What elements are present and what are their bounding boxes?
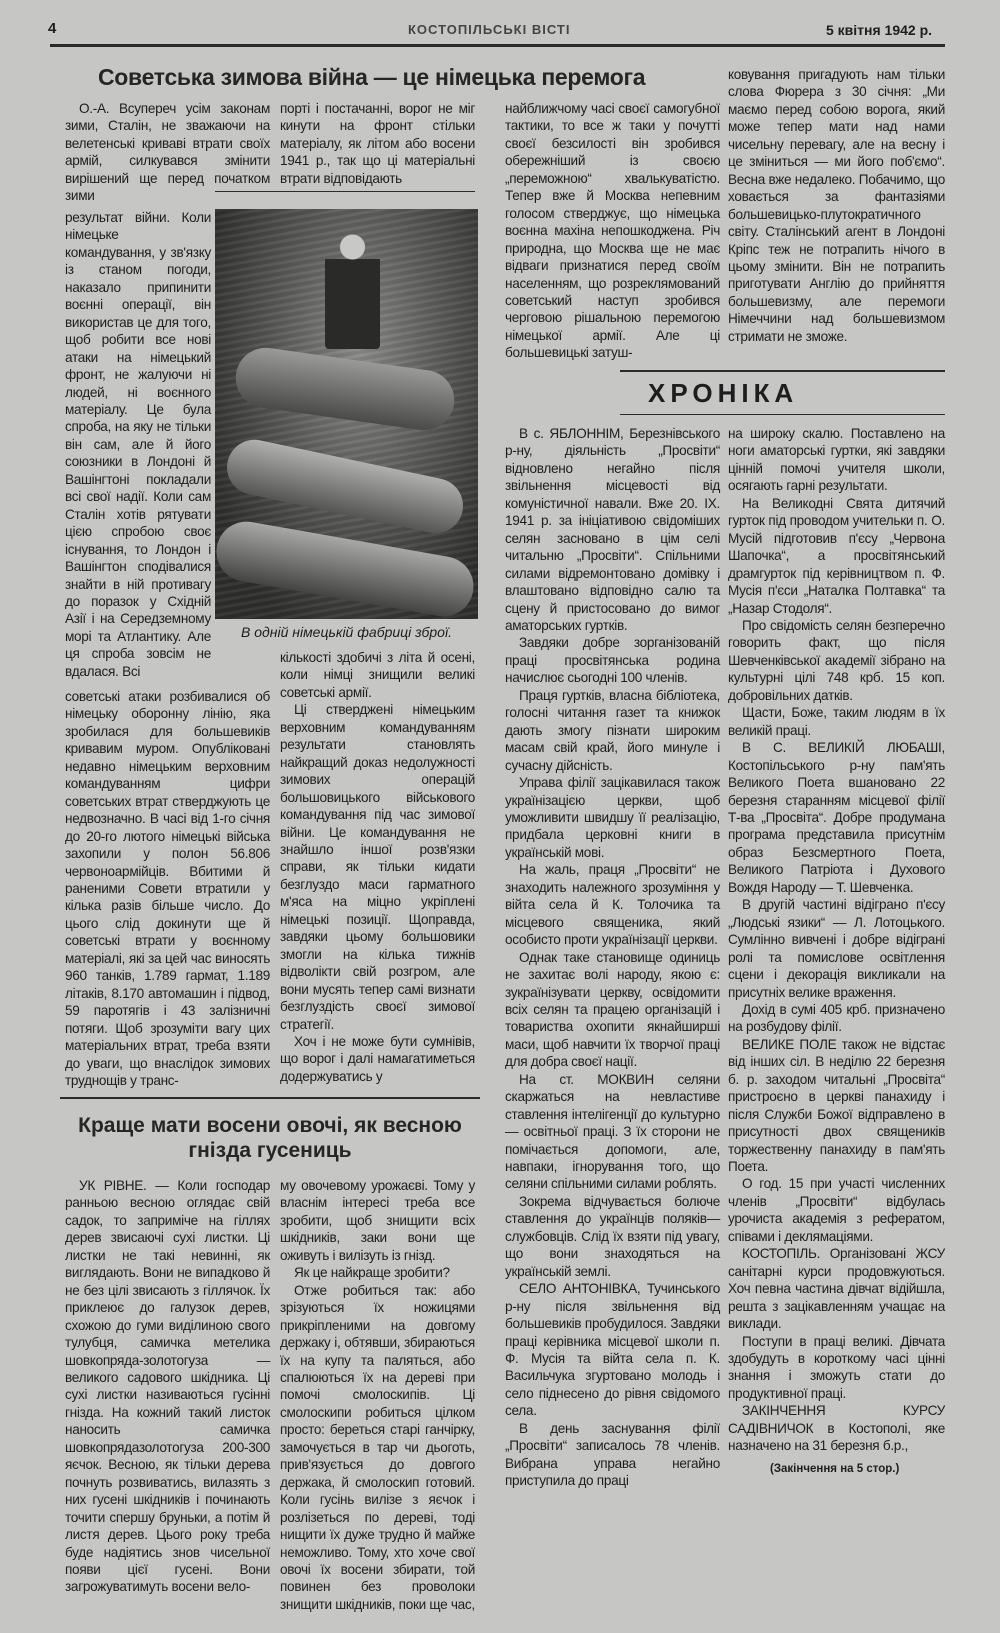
paragraph: результат війни. Коли німецьке командування, у зв'язку із станом погоди, наказало припинити воєнні операції, він використав це для того, щоб робити все нові атаки на німецький фронт, не жалуючи ні людей, ні воєнного матеріалу. Це була спроба, на яку не тільки він сам, але й його союзники в Лондоні й Вашінгтоні покладали всі свої надії. Коли сам Сталін хотів рятувати цією спробою своє існування, то Лондон і Вашінгтон сподівалися знайти в ній противагу до поразок у Східній Азії і на Середземному морі та Атлантику. Але ця спроба зовсім не вдалася. Всі bbox=[65, 210, 211, 679]
article-column bbox=[728, 66, 945, 345]
article-column bbox=[280, 1177, 475, 1613]
paragraph: На Великодні Свята дитячий гурток під проводом учительки п. О. Мусій підготовив п'єсу „Червона Шапочка“, а просвітянський драмгурток під керівництвом п. Ф. Мусія п'єси „Наталка Полтавка“ та „Назар Стодоля“. bbox=[728, 495, 945, 616]
chronicle-column bbox=[505, 425, 720, 1490]
paragraph: О год. 15 при участі численних членів „Просвіти“ відбулась урочиста академія з рефератом, співами і деклямаціями. bbox=[728, 1176, 945, 1244]
section-rule bbox=[620, 414, 945, 415]
paragraph: Хоч і не може бути сумнівів, що ворог і далі намагатиметься додержуватись у bbox=[280, 1033, 475, 1084]
article-column bbox=[505, 100, 720, 362]
newspaper-name: КОСТОПІЛЬСЬКІ ВІСТІ bbox=[408, 22, 571, 37]
paragraph: В С. ВЕЛИКІЙ ЛЮБАШІ, Костопільського р-ну пам'ять Великого Поета вшановано 22 березня старанням місцевої філії Т-ва „Просвіта“. Добре продумана програма представила присутнім образ Безсмертного Поета, Великого Патріота і Духового Вождя Народу — Т. Шевченка. bbox=[728, 740, 945, 895]
paragraph: Про свідомість селян безперечно говорить факт, що після Шевченківської академії зібрано на культурні цілі 748 крб. 15 коп. добровільних датків. bbox=[728, 617, 945, 703]
paragraph: Як це найкраще зробити? bbox=[294, 1265, 450, 1281]
article-column bbox=[280, 649, 475, 1085]
paragraph: ЗАКІНЧЕННЯ КУРСУ САДІВНИЧОК в Костополі, яке назначено на 31 березня б.р., bbox=[728, 1403, 945, 1454]
article-column bbox=[65, 688, 270, 1089]
paragraph: УК РІВНЕ. — Коли господар ранньою весною оглядає свій садок, то заприміче на гіллях дерев звисаючі сухі листки. Ці листки не такі невинні, як виглядають. Вони не випадково й не без цілі звисають з гіллячок. Їх приклеює до галузок дерев, схожою до гуми виділиною свого тулубця, самичка метелика шовкопряда-золотогуза — великого садового шкідника. Ці сухі листки називаються гусінні гнізда. На кожний такий листок наносить самичка шовкопрядазолотогуза 200-300 яєчок. Весною, як тільки дерева почнуть розвиватись, вилазять з них гусені шкідників і починають точити спершу бруньки, а потім й листя дерев. Цього року треба буде надіятись знов чисельної появи цієї гусені. Вони загрожуватимуть восени вело- bbox=[65, 1178, 270, 1595]
continued-note: (Закінчення на 5 стор.) bbox=[770, 1463, 900, 1475]
paragraph: найближчому часі своєї самогубної тактики, то все ж таки у почутті своєї безсилості він зробився обережніший із своєю „переможною“ хвалькуватістю. Тепер вже й Москва непевним голосом стверджує, що німецька воєнна махіна непошкоджена. Річ природна, що Москва ще не має відваги признатися перед своїм населенням, що розреклямований советський наступ зробився черговою рішальною перемогою німецької армії. Але ці большевицькі затуш- bbox=[505, 101, 720, 361]
masthead-rule bbox=[50, 44, 945, 47]
paragraph: Дохід в сумі 405 крб. призначено на розбудову філії. bbox=[728, 1001, 945, 1035]
paragraph: Управа філії зацікавилася також українізацією церкви, щоб уможливити швидшу її реалізацію, придбала церковні книги в українській мові. bbox=[505, 775, 720, 860]
paragraph: КОСТОПІЛЬ. Організовані ЖСУ санітарні курси продовжуються. Хоч певна частина дівчат відійшла, решта з зацікавленням учащає на виклади. bbox=[728, 1246, 945, 1332]
paragraph: В день заснування філії „Просвіти“ записалось 78 членів. Вибрана управа негайно приступила до праці bbox=[505, 1420, 720, 1489]
paragraph: В другій частині відіграно п'єсу „Людські язики“ — Л. Лотоцького. Сумлінно вивчені і добре відіграні ролі та помислове освітлення сцени і декорація викликали на присутніх велике враження. bbox=[728, 897, 945, 1000]
article-title: Краще мати восени овочі, як весною гнізда гусениць bbox=[78, 1114, 462, 1162]
paragraph: О.-А. Всупереч усім законам зими, Сталін, не зважаючи на велетенські криваві втрати своїх армій, силкувався змінити вирішений ще перед початком зими bbox=[65, 101, 270, 204]
paragraph: Зокрема відчувається болюче ставлення до українців поляків—службовців. Слід їх взяти під увагу, що вони знаходяться на українській землі. bbox=[505, 1193, 720, 1279]
paragraph: Завдяки добре зорганізованій праці просвітянська родина начислює сьогодні 100 членів. bbox=[505, 635, 720, 686]
paragraph: советські атаки розбивалися об німецьку оборонну лінію, яка зробилася для большевиків кривавим муром. Опубліковані недавно німецьким верховним командуванням цифри советських втрат стверджують це недвозначно. В часі від 1-го січня до 20-го лютого німецькі війська захопили у полон 56.806 червоноармійців. Вбитими й раненими Совети втратили у кілька разів більше число. До цього слід докинути ще й советські втрати у воєнному матеріалі, які за цей час виносять 960 танків, 1.789 гармат, 1.189 літаків, 8.170 автомашин і підвод, 59 паротягів і 43 залізничні потяги. Щоб зрозуміти вагу цих матеріальних втрат, треба взяти до уваги, що внаслідок зимових труднощів у транс- bbox=[65, 689, 270, 1088]
paragraph: На жаль, праця „Просвіти“ не знаходить належного зрозуміння у війта села й К. Толочика та місцевого священика, який особисто проти українізації церкви. bbox=[505, 862, 720, 948]
paragraph: ковування пригадують нам тільки слова Фюрера з 30 січня: „Ми маємо перед собою ворога, який може тепер мати над нами чисельну перевагу, але на весну і це зміниться — ми його поб'ємо“. Весна вже недалеко. Побачимо, що ховається за фантазіями большевицько-плутократичного світу. Сталінський агент в Лондоні Кріпс теж не потрапить нічого в цьому змінити. Він не потрапить приготувати Англію до прийняття большевизму, але перемоги Німеччини над большевизмом стримати не зможе. bbox=[728, 67, 945, 344]
paragraph: Праця гуртків, власна бібліотека, голосні читання газет та книжок дають змогу пізнати широким масам свій край, його минуле і сучасну дійсність. bbox=[505, 687, 720, 773]
article-column bbox=[65, 100, 270, 205]
issue-date: 5 квітня 1942 р. bbox=[826, 22, 933, 38]
article-column bbox=[280, 100, 475, 187]
chronicle-column bbox=[728, 425, 945, 1455]
paragraph: му овочевому урожаєві. Тому у власнім інтересі треба все зробити, щоб знищити всіх шкідників, заки вони ще оживуть і вилізуть із гнізд. bbox=[280, 1178, 475, 1263]
paragraph: Отже робиться так: або зрізуються їх ножицями прикріпленими на довгому держаку і, обтявши, збираються їх на купу та паляться, або спалюються їх на дереві при помочі смолоскипів. Ці смолоскипи робиться цілком просто: береться старі ганчірку, замочується в тар чи дьоготь, прив'язується до довгого держака, й смолоскип готовий. Коли гусінь вилізе з яєчок і розлізеться по дереві, тоді нищити їх дуже трудно й майже неможливо. Тому, хто хоче свої овочі їх восени збирати, той повинен без проволоки знищити шкідників, поки ще час, bbox=[280, 1282, 475, 1612]
article-column bbox=[65, 1177, 270, 1596]
photo-caption: В одній німецькій фабриці зброї. bbox=[241, 624, 452, 640]
section-rule bbox=[620, 370, 945, 372]
paragraph: Щасти, Боже, таким людям в їх великій праці. bbox=[728, 705, 945, 738]
paragraph: На ст. МОКВИН селяни скаржаться на невластиве ставлення інтелігенції до культурно — освітньої праці. З їх сторони не помічається допомоги, але, навпаки, ігнорування того, що селяни спільними силами роблять. bbox=[505, 1071, 720, 1192]
paragraph: кількості здобичі з літа й осені, коли німці знищили великі советські армії. bbox=[280, 650, 475, 700]
paragraph: В с. ЯБЛОННІМ, Березнівського р-ну, діяльність „Просвіти“ відновлено негайно після звільнення місцевості від комуністичної навали. Вже 20. IX. 1941 р. за ініціативою свідоміших селян засновано в цім селі читальню „Просвіти“. Спільними силами відремонтовано домівку і влаштовано відповідно салю та сцену й пристосовано до вимог аматорських гуртків. bbox=[505, 426, 720, 633]
page-number: 4 bbox=[48, 20, 57, 37]
column-rule bbox=[215, 191, 475, 192]
paragraph: на широку скалю. Поставлено на ноги аматорські гуртки, які завдяки цінній помочі учителя школи, осягають гарні результати. bbox=[728, 426, 945, 494]
article-title: Советська зимова війна — це німецька перемога bbox=[98, 64, 646, 90]
section-heading: ХРОНІКА bbox=[648, 378, 799, 408]
article-column bbox=[65, 209, 211, 680]
paragraph: порті і постачанні, ворог не міг кинути на фронт стільки матеріалу, як літом або восени 1941 р., так що ці матеріальні втрати відповідають bbox=[280, 101, 475, 186]
paragraph: Однак таке становище одиниць не захитає волі народу, якою є: зукраїнізувати церкву, освідомити всіх селян та працею організацій і товариства охопити якнайширші маси, щоб навчити їх творчої праці для добра своєї нації. bbox=[505, 949, 720, 1070]
paragraph: Поступи в праці великі. Дівчата здобудуть в короткому часі цінні знання і зможуть стати до продуктивної праці. bbox=[728, 1333, 945, 1401]
paragraph: Ці стверджені німецьким верховним командуванням результати становлять найкращий доказ недолужності зимових операцій большовицького військового командування під час зимової війни. Це командування не знайшло іншої розв'язки справи, як тільки кидати безглуздо маси гарматного м'яса на міцно укріплені німецькі позиції. Щоправда, завдяки цьому большовики змогли на кілька тижнів відволікти свій розгром, але вони мусять тепер самі визнати безглуздість своєї зимової стратегії. bbox=[280, 702, 475, 1032]
article-divider bbox=[60, 1097, 480, 1099]
paragraph: ВЕЛИКЕ ПОЛЕ також не відстає від інших сіл. В неділю 22 березня б. р. заходом читальні „Просвіта“ пристроєно в церкві панахиду і після Служби Божої відправлено в присутності двох священиків торжественну панахиду в пам'ять Поета. bbox=[728, 1036, 945, 1175]
paragraph: СЕЛО АНТОНІВКА, Тучинського р-ну після звільнення від большевиків пробудилося. Завдяки праці керівника місцевої школи п. Ф. Мусія та війта села п. К. Васильчука згуртовано молодь і село піднесено до рівня свідомого села. bbox=[505, 1281, 720, 1419]
factory-photo bbox=[215, 209, 478, 619]
